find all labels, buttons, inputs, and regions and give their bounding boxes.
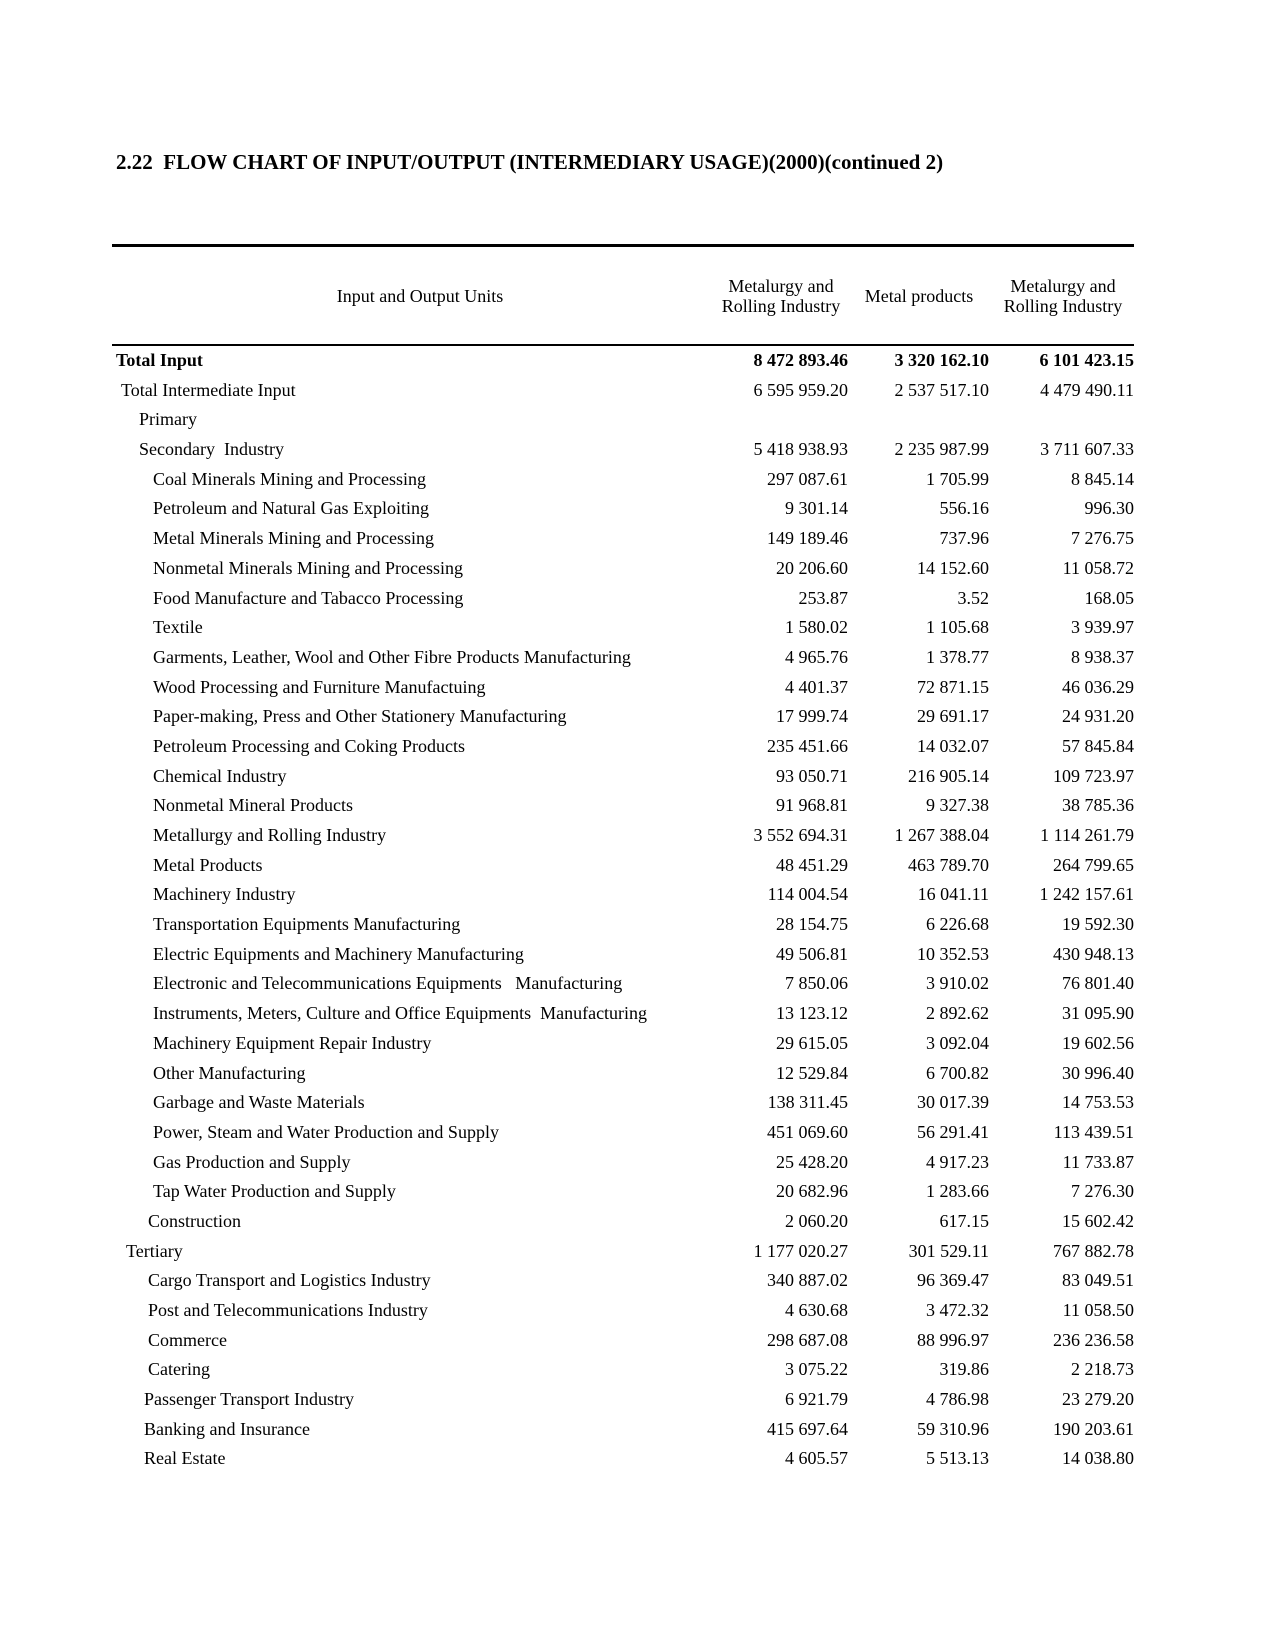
row-value-col1: 4 630.68 — [785, 1300, 848, 1320]
row-label: Transportation Equipments Manufacturing — [153, 914, 461, 935]
row-value-col2: 2 892.62 — [926, 1003, 989, 1024]
row-label: Catering — [148, 1359, 210, 1380]
table-row — [112, 1415, 1134, 1445]
row-value-col1: 5 418 938.93 — [753, 439, 848, 460]
row-label: Electric Equipments and Machinery Manufacturing — [153, 943, 524, 964]
row-value-col3: 11 733.87 — [1062, 1151, 1134, 1172]
table-row — [112, 1148, 1134, 1178]
row-value-col3: 7 276.75 — [1071, 528, 1134, 549]
row-value-col1: 298 687.08 — [767, 1329, 848, 1350]
table-row — [112, 880, 1134, 910]
header-col3-line1: Metalurgy and — [1010, 276, 1116, 296]
row-label: Tap Water Production and Supply — [153, 1181, 396, 1202]
row-label: Textile — [153, 617, 203, 638]
row-value-col1: 3 552 694.31 — [753, 825, 848, 845]
table-row — [112, 1355, 1134, 1385]
table-row — [112, 732, 1134, 762]
row-value-col1: 4 605.57 — [785, 1448, 848, 1469]
table-row — [112, 1296, 1134, 1326]
row-label: Gas Production and Supply — [153, 1151, 351, 1172]
row-value-col2: 617.15 — [939, 1210, 989, 1231]
table-row — [112, 791, 1134, 821]
table-row — [112, 969, 1134, 999]
table-row — [112, 376, 1134, 406]
row-value-col1: 29 615.05 — [776, 1032, 848, 1053]
page-title: 2.22 FLOW CHART OF INPUT/OUTPUT (INTERMEDIARY USAGE)(2000)(continued 2) — [116, 150, 944, 174]
row-value-col2: 10 352.53 — [917, 943, 989, 964]
header-col3 — [983, 276, 1143, 316]
row-value-col3: 190 203.61 — [1053, 1418, 1134, 1439]
row-value-col2: 1 267 388.04 — [894, 825, 989, 845]
row-label: Metal Products — [153, 854, 263, 875]
row-label: Garments, Leather, Wool and Other Fibre Products Manufacturing — [153, 646, 631, 667]
row-value-col2: 3 320 162.10 — [894, 350, 989, 370]
table-row — [112, 910, 1134, 940]
row-value-col2: 556.16 — [939, 498, 989, 519]
row-value-col3: 38 785.36 — [1062, 795, 1134, 816]
row-label: Total Input — [116, 350, 203, 370]
row-label: Commerce — [148, 1329, 227, 1350]
row-value-col3: 46 036.29 — [1062, 676, 1134, 697]
row-label: Banking and Insurance — [144, 1418, 310, 1439]
row-value-col3: 76 801.40 — [1062, 973, 1134, 994]
row-label: Other Manufacturing — [153, 1062, 306, 1083]
row-value-col2: 96 369.47 — [917, 1270, 989, 1291]
row-value-col3: 767 882.78 — [1053, 1240, 1134, 1261]
row-label: Food Manufacture and Tabacco Processing — [153, 587, 464, 608]
table-row — [112, 999, 1134, 1029]
table-row — [112, 435, 1134, 465]
table-row — [112, 643, 1134, 673]
row-value-col2: 5 513.13 — [926, 1448, 989, 1469]
row-label: Tertiary — [126, 1240, 183, 1261]
row-value-col1: 17 999.74 — [776, 706, 848, 727]
table-row — [112, 584, 1134, 614]
row-value-col2: 9 327.38 — [926, 795, 989, 816]
row-value-col1: 49 506.81 — [776, 943, 848, 964]
row-value-col1: 4 401.37 — [785, 676, 848, 697]
row-value-col3: 11 058.72 — [1062, 557, 1134, 578]
row-value-col1: 6 921.79 — [785, 1389, 848, 1410]
row-value-col2: 14 152.60 — [917, 557, 989, 578]
table-row — [112, 762, 1134, 792]
row-value-col3: 19 592.30 — [1062, 914, 1134, 935]
row-value-col3: 236 236.58 — [1053, 1329, 1134, 1350]
row-value-col1: 114 004.54 — [767, 884, 848, 905]
row-label: Petroleum Processing and Coking Products — [153, 735, 465, 756]
table-row — [112, 524, 1134, 554]
row-value-col1: 138 311.45 — [767, 1092, 848, 1113]
row-value-col3: 3 711 607.33 — [1040, 439, 1134, 460]
row-value-col3: 23 279.20 — [1062, 1389, 1134, 1410]
row-value-col2: 30 017.39 — [917, 1092, 989, 1113]
row-value-col3: 14 753.53 — [1062, 1092, 1134, 1113]
row-label: Instruments, Meters, Culture and Office Equipments Manufacturing — [153, 1003, 648, 1024]
row-value-col2: 88 996.97 — [917, 1329, 989, 1350]
row-value-col1: 149 189.46 — [767, 528, 848, 549]
row-label: Paper-making, Press and Other Stationery Manufacturing — [153, 706, 567, 727]
row-value-col2: 59 310.96 — [917, 1418, 989, 1439]
table-row — [112, 465, 1134, 495]
row-value-col1: 20 682.96 — [776, 1181, 848, 1202]
row-value-col2: 1 378.77 — [926, 646, 989, 667]
row-value-col3: 11 058.50 — [1062, 1300, 1134, 1320]
row-label: Passenger Transport Industry — [144, 1389, 354, 1410]
table-row — [112, 673, 1134, 703]
row-label: Wood Processing and Furniture Manufactuing — [153, 676, 486, 697]
row-value-col2: 72 871.15 — [917, 676, 989, 697]
row-value-col1: 91 968.81 — [776, 795, 848, 816]
row-value-col2: 29 691.17 — [917, 706, 989, 727]
row-label: Post and Telecommunications Industry — [148, 1300, 428, 1320]
row-value-col3: 1 114 261.79 — [1040, 825, 1134, 845]
row-value-col2: 14 032.07 — [917, 735, 989, 756]
header-col2: Metal products — [864, 286, 974, 306]
row-value-col3: 8 845.14 — [1071, 468, 1134, 489]
row-value-col1: 415 697.64 — [767, 1418, 848, 1439]
row-label: Nonmetal Minerals Mining and Processing — [153, 557, 463, 578]
row-value-col2: 3 472.32 — [926, 1300, 989, 1320]
row-label: Chemical Industry — [153, 765, 287, 786]
row-value-col3: 109 723.97 — [1053, 765, 1134, 786]
row-value-col3: 4 479 490.11 — [1040, 379, 1134, 400]
table-row — [112, 554, 1134, 584]
row-value-col1: 7 850.06 — [785, 973, 848, 994]
row-label: Cargo Transport and Logistics Industry — [148, 1270, 431, 1291]
row-value-col3: 3 939.97 — [1071, 617, 1134, 638]
row-label: Real Estate — [144, 1448, 226, 1469]
row-value-col2: 737.96 — [939, 528, 989, 549]
row-value-col2: 6 226.68 — [926, 914, 989, 935]
row-value-col1: 451 069.60 — [767, 1121, 848, 1142]
row-value-col3: 24 931.20 — [1062, 706, 1134, 727]
row-value-col3: 57 845.84 — [1062, 735, 1134, 756]
row-value-col1: 297 087.61 — [767, 468, 848, 489]
table-row — [112, 1237, 1134, 1267]
table-body — [112, 346, 1134, 1474]
header-col3-line2: Rolling Industry — [1003, 296, 1123, 316]
table-row — [112, 405, 1134, 435]
row-value-col3: 996.30 — [1084, 498, 1134, 519]
row-label: Total Intermediate Input — [121, 379, 296, 400]
row-label: Petroleum and Natural Gas Exploiting — [153, 498, 429, 519]
row-value-col1: 25 428.20 — [776, 1151, 848, 1172]
row-value-col3: 15 602.42 — [1062, 1210, 1134, 1231]
row-label: Garbage and Waste Materials — [153, 1092, 365, 1113]
row-value-col2: 3 092.04 — [926, 1032, 989, 1053]
row-value-col2: 6 700.82 — [926, 1062, 989, 1083]
table-row — [112, 613, 1134, 643]
row-label: Secondary Industry — [139, 439, 284, 460]
row-value-col1: 3 075.22 — [785, 1359, 848, 1380]
table-row — [112, 346, 1134, 376]
header-col1-line1: Metalurgy and — [728, 276, 834, 296]
row-value-col1: 340 887.02 — [767, 1270, 848, 1291]
row-value-col3: 2 218.73 — [1071, 1359, 1134, 1380]
row-value-col2: 4 786.98 — [926, 1389, 989, 1410]
row-value-col1: 48 451.29 — [776, 854, 848, 875]
row-value-col2: 319.86 — [939, 1359, 989, 1380]
row-label: Metallurgy and Rolling Industry — [153, 825, 387, 845]
row-value-col1: 8 472 893.46 — [753, 350, 848, 370]
row-value-col1: 4 965.76 — [785, 646, 848, 667]
row-value-col3: 113 439.51 — [1053, 1121, 1134, 1142]
row-value-col1: 13 123.12 — [776, 1003, 848, 1024]
row-label: Construction — [148, 1210, 241, 1231]
table-row — [112, 821, 1134, 851]
row-value-col2: 3 910.02 — [926, 973, 989, 994]
table-row — [112, 851, 1134, 881]
row-value-col1: 28 154.75 — [776, 914, 848, 935]
row-value-col3: 1 242 157.61 — [1039, 884, 1134, 905]
row-value-col2: 1 705.99 — [926, 468, 989, 489]
row-label: Machinery Equipment Repair Industry — [153, 1032, 432, 1053]
row-value-col2: 56 291.41 — [917, 1121, 989, 1142]
row-label: Primary — [139, 409, 197, 430]
row-value-col3: 8 938.37 — [1071, 646, 1134, 667]
table-row — [112, 940, 1134, 970]
row-value-col3: 7 276.30 — [1071, 1181, 1134, 1202]
row-value-col2: 1 105.68 — [926, 617, 989, 638]
row-value-col1: 6 595 959.20 — [753, 379, 848, 400]
table-row — [112, 1059, 1134, 1089]
table-row — [112, 1118, 1134, 1148]
row-value-col1: 235 451.66 — [767, 735, 848, 756]
row-value-col2: 3.52 — [957, 587, 989, 608]
row-label: Nonmetal Mineral Products — [153, 795, 353, 816]
row-value-col2: 1 283.66 — [926, 1181, 989, 1202]
row-value-col3: 83 049.51 — [1062, 1270, 1134, 1291]
header-col1 — [707, 276, 855, 316]
row-label: Coal Minerals Mining and Processing — [153, 468, 426, 489]
row-value-col3: 30 996.40 — [1062, 1062, 1134, 1083]
row-value-col1: 253.87 — [798, 587, 848, 608]
row-value-col1: 1 177 020.27 — [753, 1240, 848, 1261]
row-value-col1: 20 206.60 — [776, 557, 848, 578]
table-row — [112, 702, 1134, 732]
row-value-col3: 168.05 — [1084, 587, 1134, 608]
row-label: Power, Steam and Water Production and Supply — [153, 1121, 499, 1142]
table-row — [112, 1326, 1134, 1356]
header-col1-line2: Rolling Industry — [721, 296, 841, 316]
row-value-col2: 216 905.14 — [908, 765, 989, 786]
row-value-col3: 6 101 423.15 — [1039, 350, 1134, 370]
row-value-col2: 2 537 517.10 — [894, 379, 989, 400]
header-units: Input and Output Units — [336, 286, 504, 306]
row-value-col2: 4 917.23 — [926, 1151, 989, 1172]
table-row — [112, 1266, 1134, 1296]
row-value-col1: 9 301.14 — [785, 498, 848, 519]
row-label: Electronic and Telecommunications Equipments Manufacturing — [153, 973, 623, 994]
row-value-col1: 93 050.71 — [776, 765, 848, 786]
table-top-rule — [112, 244, 1134, 247]
row-value-col3: 14 038.80 — [1062, 1448, 1134, 1469]
row-value-col2: 16 041.11 — [917, 884, 989, 905]
row-value-col1: 2 060.20 — [785, 1210, 848, 1231]
table-row — [112, 1177, 1134, 1207]
row-value-col2: 2 235 987.99 — [894, 439, 989, 460]
table-row — [112, 1207, 1134, 1237]
table-row — [112, 1385, 1134, 1415]
row-value-col2: 463 789.70 — [908, 854, 989, 875]
row-value-col1: 12 529.84 — [776, 1062, 848, 1083]
row-label: Machinery Industry — [153, 884, 296, 905]
table-row — [112, 1444, 1134, 1474]
row-value-col3: 264 799.65 — [1053, 854, 1134, 875]
table-row — [112, 494, 1134, 524]
table-row — [112, 1088, 1134, 1118]
row-value-col3: 31 095.90 — [1062, 1003, 1134, 1024]
row-value-col3: 19 602.56 — [1062, 1032, 1134, 1053]
row-value-col2: 301 529.11 — [908, 1240, 989, 1261]
table-row — [112, 1029, 1134, 1059]
row-label: Metal Minerals Mining and Processing — [153, 528, 434, 549]
row-value-col1: 1 580.02 — [785, 617, 848, 638]
row-value-col3: 430 948.13 — [1053, 943, 1134, 964]
